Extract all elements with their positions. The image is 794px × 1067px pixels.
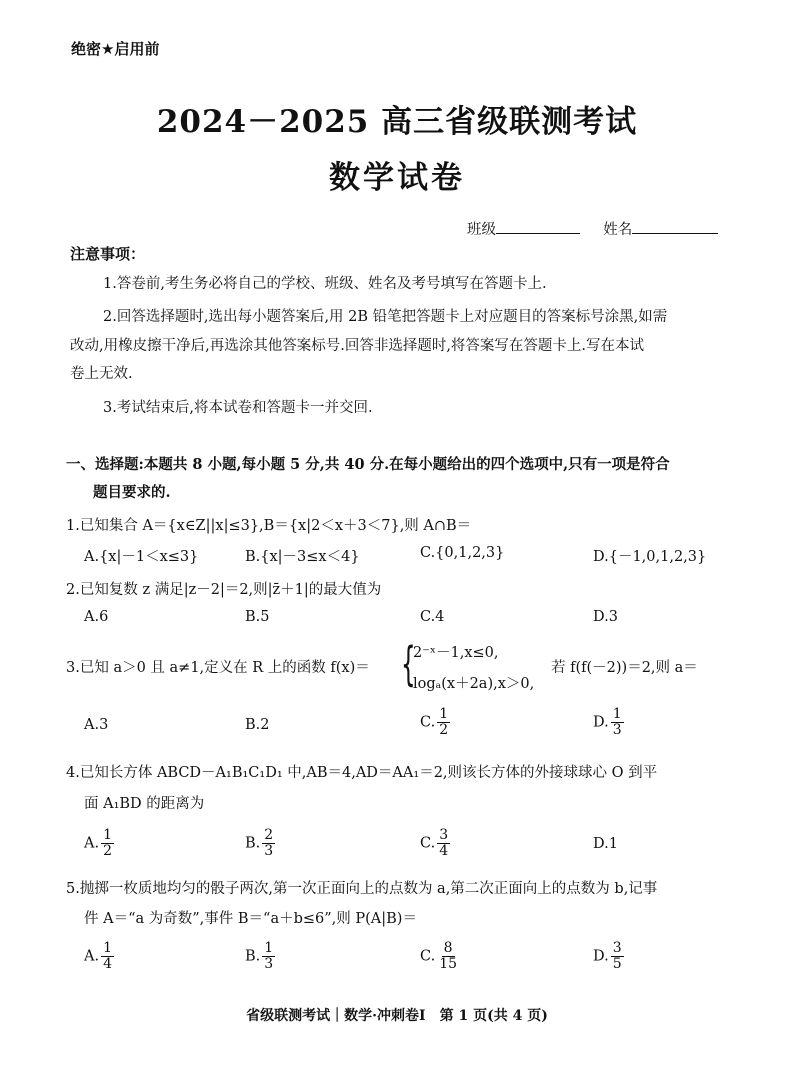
- q2-option-d: D.3: [593, 609, 618, 625]
- name-label: 姓名: [603, 222, 633, 238]
- q1-option-c: C.{0,1,2,3}: [420, 545, 505, 561]
- q3-option-c: C. $\frac{1}{2}$: [420, 706, 449, 738]
- q3-case-2: logₐ(x＋2a),x＞0,: [413, 676, 535, 692]
- note-item: 2.回答选择题时,选出每小题答案后,用 2B 铅笔把答题卡上对应题目的答案标号涂黑,如需: [103, 309, 668, 325]
- q5-option-c: C. $\frac{8}{15}$: [420, 940, 458, 972]
- q4-option-d: D.1: [593, 836, 618, 852]
- confidential-mark: 绝密★启用前: [71, 40, 160, 58]
- class-blank: [496, 221, 580, 234]
- question-5-stem-cont: 件 A＝“a 为奇数”,事件 B＝“a＋b≤6”,则 P(A|B)＝: [84, 911, 417, 927]
- q4-option-c: C. $\frac{3}{4}$: [420, 827, 449, 859]
- q4-option-a: A. $\frac{1}{2}$: [84, 827, 113, 859]
- q2-option-b: B.5: [245, 609, 270, 625]
- q2-option-a: A.6: [84, 609, 109, 625]
- question-3-stem-end: 若 f(f(－2))＝2,则 a＝: [551, 660, 698, 676]
- notes-heading: 注意事项：: [70, 245, 146, 263]
- section-heading-cont: 题目要求的.: [93, 484, 171, 501]
- q1-option-a: A.{x|－1＜x≤3}: [84, 549, 199, 565]
- subject-title: 数学试卷: [329, 160, 465, 196]
- name-blank: [632, 221, 718, 234]
- student-info: [467, 218, 718, 239]
- q1-option-d: D.{－1,0,1,2,3}: [593, 549, 707, 565]
- question-4-stem-cont: 面 A₁BD 的距离为: [84, 796, 205, 812]
- q3-option-d: D. $\frac{1}{3}$: [593, 706, 622, 738]
- note-item: 3.考试结束后,将本试卷和答题卡一并交回.: [103, 400, 373, 416]
- note-item: 卷上无效.: [70, 366, 133, 382]
- q5-option-a: A. $\frac{1}{4}$: [84, 940, 113, 972]
- section-heading: 一、选择题:本题共 8 小题,每小题 5 分,共 40 分.在每小题给出的四个选项中,只有一项是符合: [66, 456, 670, 473]
- question-3-stem: 3.已知 a＞0 且 a≠1,定义在 R 上的函数 f(x)＝: [66, 660, 370, 676]
- q3-case-1: 2⁻ˣ－1,x≤0,: [413, 645, 499, 661]
- question-4-stem: 4.已知长方体 ABCD－A₁B₁C₁D₁ 中,AB＝4,AD＝AA₁＝2,则该长方体的外接球球心 O 到平: [66, 765, 658, 781]
- q3-option-a: A.3: [84, 717, 109, 733]
- class-label: 班级: [467, 222, 496, 238]
- note-item: 改动,用橡皮擦干净后,再选涂其他答案标号.回答非选择题时,将答案写在答题卡上.写在本试: [70, 338, 645, 354]
- question-5-stem: 5.抛掷一枚质地均匀的骰子两次,第一次正面向上的点数为 a,第二次正面向上的点数为 b,记事: [66, 881, 658, 897]
- exam-title: 2024－2025 高三省级联测考试: [156, 104, 638, 140]
- q5-option-d: D. $\frac{3}{5}$: [593, 940, 622, 972]
- note-item: 1.答卷前,考生务必将自己的学校、班级、姓名及考号填写在答题卡上.: [103, 276, 547, 292]
- page-footer: 省级联测考试｜数学·冲刺卷Ⅰ 第 1 页(共 4 页): [246, 1008, 548, 1024]
- q5-option-b: B. $\frac{1}{3}$: [245, 940, 274, 972]
- q4-option-b: B. $\frac{2}{3}$: [245, 827, 274, 859]
- q1-option-b: B.{x|－3≤x＜4}: [245, 549, 360, 565]
- question-2-stem: 2.已知复数 z 满足|z－2|＝2,则|z̄＋1|的最大值为: [66, 582, 382, 598]
- piecewise-brace: {: [401, 637, 416, 691]
- q2-option-c: C.4: [420, 609, 445, 625]
- q3-option-b: B.2: [245, 717, 270, 733]
- question-1-stem: 1.已知集合 A＝{x∈Z||x|≤3},B＝{x|2＜x＋3＜7},则 A∩B＝: [66, 518, 472, 534]
